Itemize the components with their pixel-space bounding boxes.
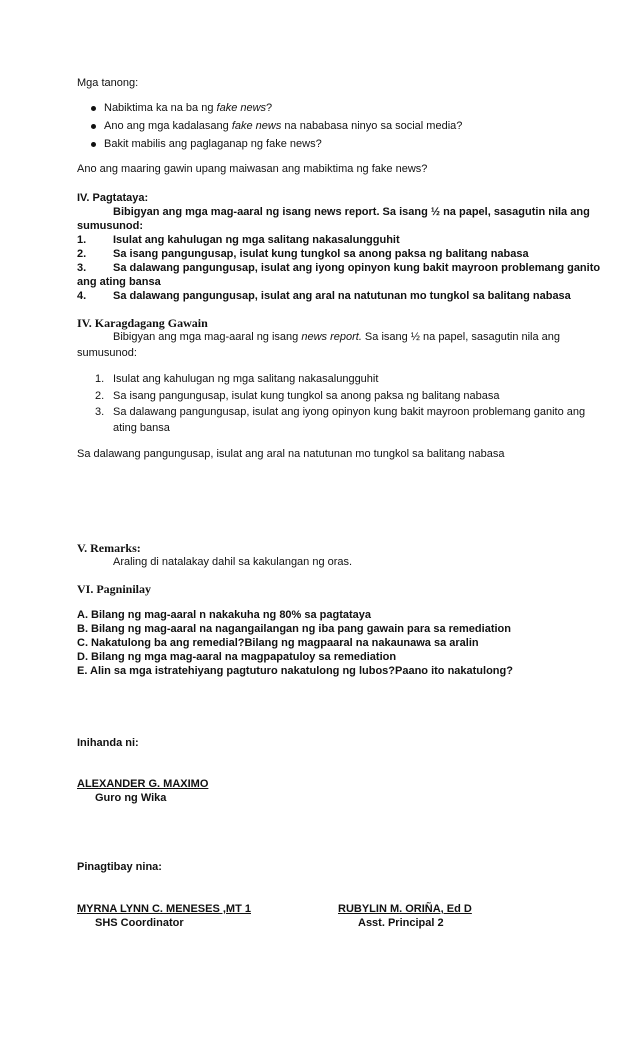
pagninilay-item: A. Bilang ng mag-aaral n nakakuha ng 80% sa pagtataya bbox=[77, 609, 372, 621]
bullet-icon bbox=[91, 106, 96, 111]
approver2-name: RUBYLIN M. ORIÑA, Ed D bbox=[338, 903, 472, 915]
pagtataya-instruction: Bibigyan ang mga mag-aaral ng isang news report. Sa isang ½ na papel, sasagutin nila ang bbox=[113, 206, 590, 218]
pagtataya-item: Isulat ang kahulugan ng mga salitang nakasalungguhit bbox=[113, 234, 400, 246]
question-bullet-2: Ano ang mga kadalasang fake news na nababasa ninyo sa social media? bbox=[104, 120, 463, 132]
prepared-by-label: Inihanda ni: bbox=[77, 737, 139, 749]
karagdagang-item: Isulat ang kahulugan ng mga salitang nakasalungguhit bbox=[113, 373, 379, 385]
approved-by-label: Pinagtibay nina: bbox=[77, 861, 162, 873]
karagdagang-item-number: 1. bbox=[95, 373, 105, 385]
question-bullet-1: Nabiktima ka na ba ng fake news? bbox=[104, 102, 273, 114]
pagtataya-heading: IV. Pagtataya: bbox=[77, 192, 149, 204]
bullet-icon bbox=[91, 124, 96, 129]
preparer-name: ALEXANDER G. MAXIMO bbox=[77, 778, 209, 790]
approver1-name: MYRNA LYNN C. MENESES ,MT 1 bbox=[77, 903, 251, 915]
karagdagang-item-cont: ating bansa bbox=[113, 422, 170, 434]
pagninilay-item: D. Bilang ng mga mag-aaral na magpapatuloy sa remediation bbox=[77, 651, 397, 663]
pagninilay-heading: VI. Pagninilay bbox=[77, 582, 152, 596]
pagtataya-item-number: 2. bbox=[77, 248, 87, 260]
main-question: Ano ang maaring gawin upang maiwasan ang mabiktima ng fake news? bbox=[77, 163, 428, 175]
karagdagang-heading: IV. Karagdagang Gawain bbox=[77, 316, 208, 330]
pagtataya-instruction-cont: sumusunod: bbox=[77, 220, 143, 232]
questions-label: Mga tanong: bbox=[77, 77, 139, 89]
preparer-title: Guro ng Wika bbox=[95, 792, 167, 804]
karagdagang-instruction: Bibigyan ang mga mag-aaral ng isang news report. Sa isang ½ na papel, sasagutin nila ang bbox=[113, 331, 561, 343]
karagdagang-item-number: 3. bbox=[95, 406, 105, 418]
karagdagang-item-number: 2. bbox=[95, 390, 105, 402]
pagtataya-item-number: 4. bbox=[77, 290, 87, 302]
pagninilay-item: B. Bilang ng mag-aaral na nagangailangan ng iba pang gawain para sa remediation bbox=[77, 623, 511, 635]
pagtataya-item: Sa dalawang pangungusap, isulat ang iyong opinyon kung bakit mayroon problemang ganito bbox=[113, 262, 601, 274]
karagdagang-item: Sa dalawang pangungusap, isulat ang iyong opinyon kung bakit mayroon problemang ganito ang bbox=[113, 406, 586, 418]
approver1-title: SHS Coordinator bbox=[95, 917, 184, 929]
pagtataya-item-cont: ang ating bansa bbox=[77, 276, 161, 288]
pagtataya-item-number: 3. bbox=[77, 262, 87, 274]
karagdagang-closing: Sa dalawang pangungusap, isulat ang aral na natutunan mo tungkol sa balitang nabasa bbox=[77, 448, 505, 460]
pagninilay-item: C. Nakatulong ba ang remedial?Bilang ng magpaaral na nakaunawa sa aralin bbox=[77, 637, 479, 649]
karagdagang-item: Sa isang pangungusap, isulat kung tungkol sa anong paksa ng balitang nabasa bbox=[113, 390, 500, 402]
pagtataya-item-number: 1. bbox=[77, 234, 87, 246]
bullet-icon bbox=[91, 142, 96, 147]
remarks-heading: V. Remarks: bbox=[77, 541, 141, 555]
pagninilay-item: E. Alin sa mga istratehiyang pagtuturo nakatulong ng lubos?Paano ito nakatulong? bbox=[77, 665, 513, 677]
pagtataya-item: Sa isang pangungusap, isulat kung tungkol sa anong paksa ng balitang nabasa bbox=[113, 248, 529, 260]
pagtataya-item: Sa dalawang pangungusap, isulat ang aral na natutunan mo tungkol sa balitang nabasa bbox=[113, 290, 571, 302]
approver2-title: Asst. Principal 2 bbox=[358, 917, 444, 929]
karagdagang-instruction-cont: sumusunod: bbox=[77, 347, 137, 359]
remarks-text: Araling di natalakay dahil sa kakulangan ng oras. bbox=[113, 556, 353, 568]
question-bullet-3: Bakit mabilis ang paglaganap ng fake news? bbox=[104, 138, 322, 150]
